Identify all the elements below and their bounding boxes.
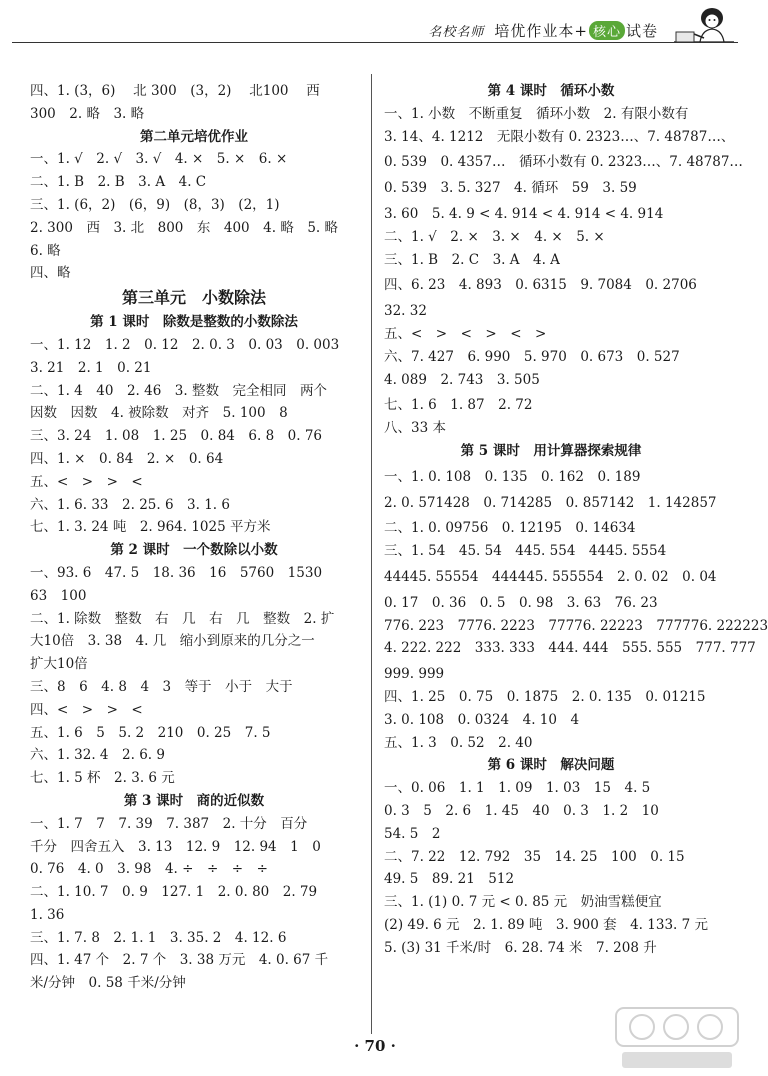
answer-line: 五、1. 6 5 5. 2 210 0. 25 7. 5 [30, 724, 271, 741]
answer-line: 三、1. 54 45. 54 445. 554 4445. 5554 [384, 543, 667, 560]
header-title [428, 20, 658, 41]
answer-line: 四、1. 47 个 2. 7 个 3. 38 万元 4. 0. 67 千 [30, 952, 329, 969]
answer-line: 0. 3 5 2. 6 1. 45 40 0. 3 1. 2 10 [384, 802, 659, 819]
title-post: 试卷 [625, 22, 658, 40]
page-number: · 70 · [354, 1037, 396, 1055]
section-heading: 第 2 课时 一个数除以小数 [110, 542, 278, 559]
answer-line: 二、1. B 2. B 3. A 4. C [30, 174, 207, 191]
section-heading: 第 5 课时 用计算器探索规律 [460, 442, 642, 459]
answer-line: 二、7. 22 12. 792 35 14. 25 100 0. 15 [384, 848, 685, 865]
answer-line: 三、8 6 4. 8 4 3 等于 小于 大于 [30, 678, 293, 695]
answer-line: 七、1. 5 杯 2. 3. 6 元 [30, 770, 175, 787]
answer-line: 二、1. √ 2. × 3. × 4. × 5. × [384, 228, 605, 245]
answer-line: 一、1. 12 1. 2 0. 12 2. 0. 3 0. 03 0. 003 [30, 336, 340, 353]
answer-line: 大10倍 3. 38 4. 几 缩小到原来的几分之一 [30, 633, 315, 650]
answers-right-column [384, 80, 768, 959]
answer-line: 三、3. 24 1. 08 1. 25 0. 84 6. 8 0. 76 [30, 428, 323, 445]
answer-line: 米/分钟 0. 58 千米/分钟 [30, 975, 186, 992]
answer-line: 五、< > < > < > [384, 325, 547, 342]
answer-line: 四、< > > < [30, 701, 143, 718]
answer-line: 一、1. 7 7 7. 39 7. 387 2. 十分 百分 [30, 815, 308, 832]
section-heading: 第 3 课时 商的近似数 [123, 792, 265, 809]
page-header [0, 0, 750, 52]
answer-line: 0. 76 4. 0 3. 98 4. ÷ ÷ ÷ ÷ [30, 861, 268, 878]
answer-line: 四、6. 23 4. 893 0. 6315 9. 7084 0. 2706 [384, 277, 697, 294]
answer-line: 0. 539 3. 5. 327 4. 循环 59 3. 59 [384, 180, 637, 197]
section-heading: 第 4 课时 循环小数 [487, 83, 615, 99]
answer-line: 3. 21 2. 1 0. 21 [30, 359, 152, 376]
answer-line: 千分 四舍五入 3. 13 12. 9 12. 94 1 0 [30, 838, 321, 855]
answer-line: 四、1. 25 0. 75 0. 1875 2. 0. 135 0. 01215 [384, 688, 706, 705]
answer-line: 四、略 [30, 265, 71, 282]
answer-line: 三、1. (6，2) (6，9) (8，3) (2，1) [30, 196, 280, 213]
answer-line: 一、1. √ 2. √ 3. √ 4. × 5. × 6. × [30, 151, 288, 168]
answer-line: 3. 0. 108 0. 0324 4. 10 4 [384, 711, 580, 728]
answer-line: 3. 14、4. 1212 无限小数有 0. 2323…、7. 48787…、 [384, 128, 735, 145]
answer-line: 四、1. (3，6) 北 300 (3，2) 北100 西 [30, 83, 320, 99]
answer-line: 776. 223 7776. 2223 77776. 22223 777776. 222223 [384, 617, 768, 634]
answer-line: 七、1. 3. 24 吨 2. 964. 1025 平方米 [30, 519, 271, 536]
title-pre: 培优作业本+ [494, 22, 588, 40]
answer-line: 二、1. 0. 09756 0. 12195 0. 14634 [384, 520, 636, 537]
answer-line: 四、1. × 0. 84 2. × 0. 64 [30, 450, 224, 467]
header-rule [12, 42, 738, 43]
column-divider [371, 74, 372, 1034]
answer-line: 三、1. (1) 0. 7 元 < 0. 85 元 奶油雪糕便宜 [384, 894, 662, 911]
answer-line: 一、1. 小数 不断重复 循环小数 2. 有限小数有 [384, 105, 689, 122]
answer-line: 2. 300 西 3. 北 800 东 400 4. 略 5. 略 [30, 219, 338, 236]
answer-line: 54. 5 2 [384, 825, 441, 842]
answer-line: 0. 539 0. 4357… 循环小数有 0. 2323…、7. 48787… [384, 154, 743, 171]
answer-line: 3. 60 5. 4. 9 < 4. 914 < 4. 914 < 4. 914 [384, 205, 664, 222]
answer-line: 六、1. 6. 33 2. 25. 6 3. 1. 6 [30, 496, 230, 513]
answer-line: 五、1. 3 0. 52 2. 40 [384, 734, 533, 751]
answer-line: 七、1. 6 1. 87 2. 72 [384, 397, 533, 414]
brand-name: 名校名师 [428, 25, 485, 40]
answer-line: 六、1. 32. 4 2. 6. 9 [30, 747, 165, 764]
answer-line: 6. 略 [30, 242, 61, 259]
answer-line: 63 100 [30, 587, 87, 604]
answer-line: 六、7. 427 6. 990 5. 970 0. 673 0. 527 [384, 348, 680, 365]
answer-line: 一、93. 6 47. 5 18. 36 16 5760 1530 [30, 564, 323, 581]
answer-line: 二、1. 10. 7 0. 9 127. 1 2. 0. 80 2. 79 [30, 884, 318, 901]
title-badge: 核心 [589, 21, 625, 40]
answer-line: 4. 089 2. 743 3. 505 [384, 371, 540, 388]
answer-line: 二、1. 4 40 2. 46 3. 整数 完全相同 两个 [30, 382, 327, 399]
answer-line: 1. 36 [30, 906, 65, 923]
watermark-logo-icon [612, 1004, 742, 1074]
section-heading: 第三单元 小数除法 [121, 288, 266, 308]
answer-line: 一、1. 0. 108 0. 135 0. 162 0. 189 [384, 468, 641, 485]
section-heading: 第二单元培优作业 [140, 128, 248, 145]
answer-line: 八、33 本 [384, 420, 446, 437]
answer-line: 4. 222. 222 333. 333 444. 444 555. 555 777. 777 [384, 640, 756, 657]
section-heading: 第 6 课时 解决问题 [487, 757, 615, 774]
section-heading: 第 1 课时 除数是整数的小数除法 [90, 314, 298, 331]
answer-line: 32. 32 [384, 303, 427, 320]
answer-line: 五、< > > < [30, 473, 143, 490]
answer-line: 999. 999 [384, 666, 445, 683]
answer-line: 三、1. B 2. C 3. A 4. A [384, 251, 560, 268]
answer-line: 44445. 55554 444445. 555554 2. 0. 02 0. 04 [384, 568, 717, 585]
answer-line: 扩大10倍 [30, 656, 88, 673]
answer-line: 5. (3) 31 千米/时 6. 28. 74 米 7. 208 升 [384, 939, 657, 956]
answer-line: 300 2. 略 3. 略 [30, 105, 145, 122]
answer-line: 一、0. 06 1. 1 1. 09 1. 03 15 4. 5 [384, 780, 651, 797]
answer-line: 2. 0. 571428 0. 714285 0. 857142 1. 142857 [384, 494, 717, 511]
answer-line: 二、1. 除数 整数 右 几 右 几 整数 2. 扩 [30, 610, 335, 627]
answers-left-column [30, 80, 358, 995]
answer-line: 三、1. 7. 8 2. 1. 1 3. 35. 2 4. 12. 6 [30, 929, 287, 946]
answer-line: 49. 5 89. 21 512 [384, 871, 515, 888]
answer-line: 因数 因数 4. 被除数 对齐 5. 100 8 [30, 405, 288, 422]
answer-line: 0. 17 0. 36 0. 5 0. 98 3. 63 76. 23 [384, 594, 658, 611]
answer-line: (2) 49. 6 元 2. 1. 89 吨 3. 900 套 4. 133. 7 元 [384, 916, 708, 933]
